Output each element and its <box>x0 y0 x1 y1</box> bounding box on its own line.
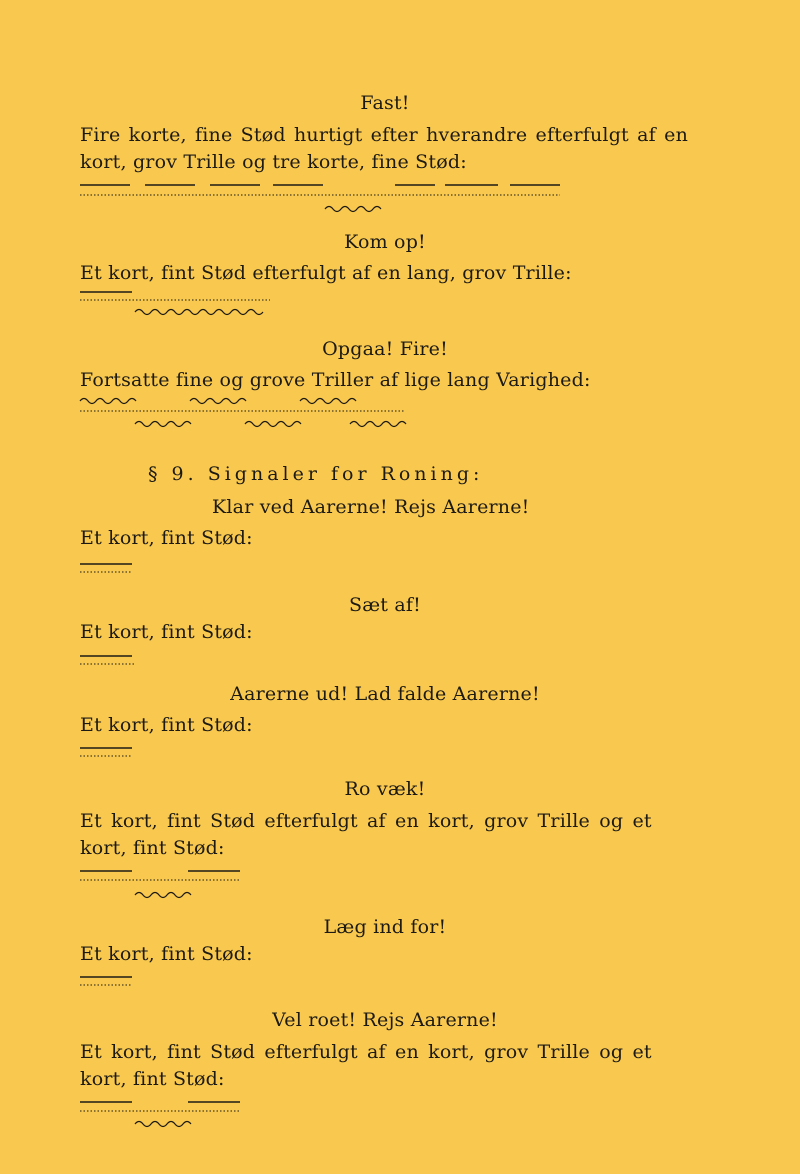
kom-op-line-1: Et kort, fint Stød efterfulgt af en lang, grov Trille: <box>80 262 572 284</box>
vel-roet-line-2: kort, fint Stød: <box>80 1068 225 1090</box>
section-9-heading: § 9. Signaler for Roning: <box>148 463 484 485</box>
saet-af-line-1: Et kort, fint Stød: <box>80 621 253 643</box>
aarerne-ud-title: Aarerne ud! Lad falde Aarerne! <box>230 683 540 705</box>
vel-roet-signal-notation <box>80 1100 250 1136</box>
laeg-ind-title: Læg ind for! <box>323 916 447 938</box>
kom-op-signal-notation <box>80 290 280 320</box>
section-9-subtitle: Klar ved Aarerne! Rejs Aarerne! <box>212 496 530 518</box>
opgaa-signal-notation <box>80 394 410 434</box>
fast-line-2: kort, grov Trille og tre korte, fine Stød: <box>80 151 467 173</box>
ro-vaek-line-2: kort, fint Stød: <box>80 837 225 859</box>
fast-line-1: Fire korte, fine Stød hurtigt efter hverandre efterfulgt af en <box>80 124 689 146</box>
opgaa-line-1: Fortsatte fine og grove Triller af lige lang Varighed: <box>80 369 591 391</box>
ro-vaek-signal-notation <box>80 869 250 905</box>
ro-vaek-title: Ro væk! <box>344 778 426 800</box>
fast-signal-notation <box>80 183 570 213</box>
laeg-ind-signal-notation <box>80 975 140 989</box>
saet-af-signal-notation <box>80 654 140 668</box>
vel-roet-title: Vel roet! Rejs Aarerne! <box>272 1009 498 1031</box>
fast-title: Fast! <box>360 92 410 114</box>
kom-op-title: Kom op! <box>344 231 426 253</box>
aarerne-ud-line-1: Et kort, fint Stød: <box>80 714 253 736</box>
section-9-line-1: Et kort, fint Stød: <box>80 527 253 549</box>
section-9-signal-notation <box>80 562 140 576</box>
saet-af-title: Sæt af! <box>349 594 421 616</box>
vel-roet-line-1: Et kort, fint Stød efterfulgt af en kort, grov Trille og et <box>80 1041 652 1063</box>
laeg-ind-line-1: Et kort, fint Stød: <box>80 943 253 965</box>
aarerne-ud-signal-notation <box>80 746 140 760</box>
ro-vaek-line-1: Et kort, fint Stød efterfulgt af en kort, grov Trille og et <box>80 810 652 832</box>
opgaa-title: Opgaa! Fire! <box>322 338 448 360</box>
